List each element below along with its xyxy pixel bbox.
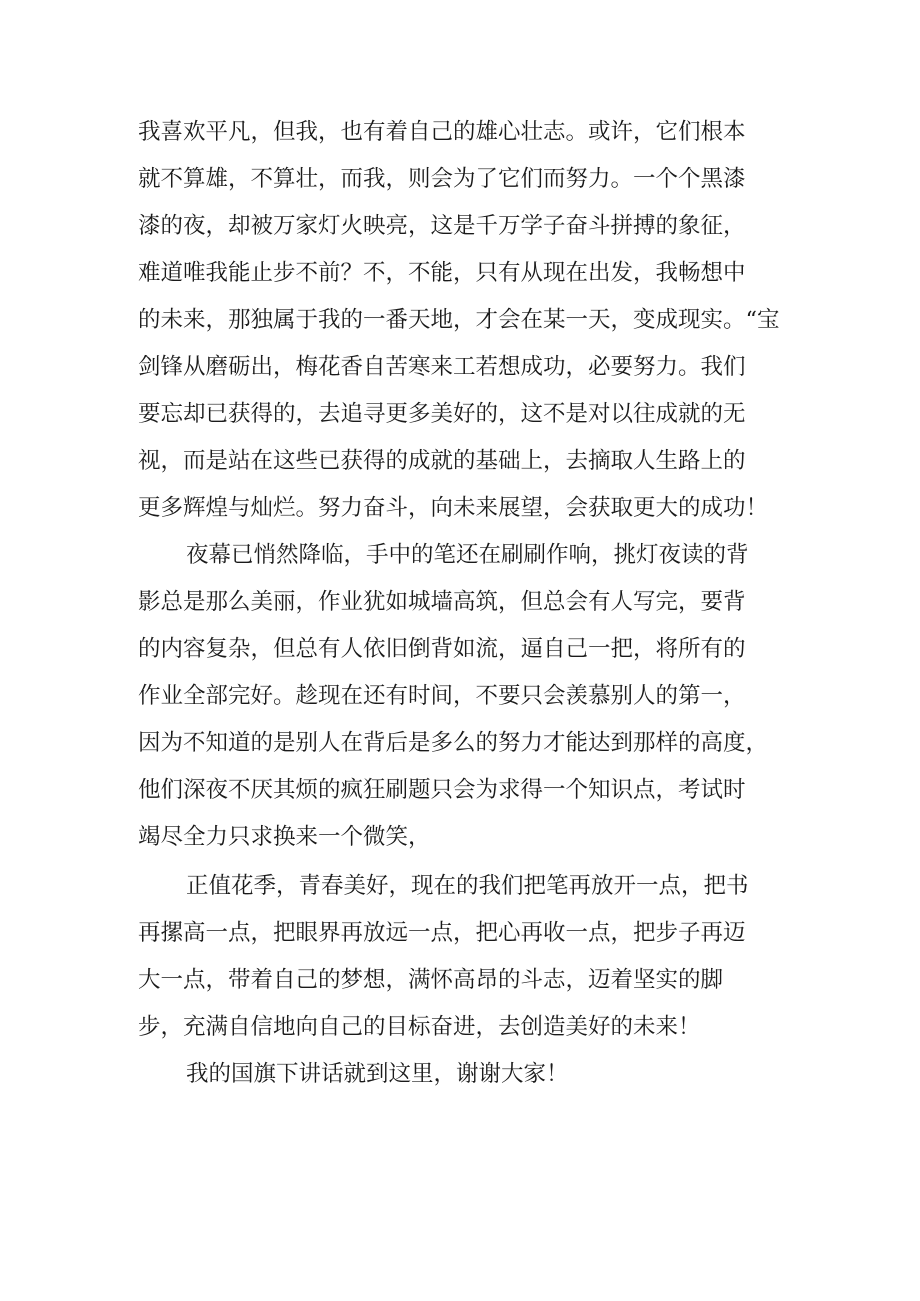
text-line: 漆的夜，却被万家灯火映亮，这是千万学子奋斗拼搏的象征， [138, 213, 746, 239]
text-line: 就不算雄，不算壮，而我，则会为了它们而努力。一个个黑漆 [138, 166, 746, 192]
text-line: 竭尽全力只求换来一个微笑， [138, 824, 431, 850]
text-line: 作业全部完好。趁现在还有时间，不要只会羡慕别人的第一， [138, 683, 746, 709]
closing-line: 我的国旗下讲话就到这里，谢谢大家！ [186, 1061, 569, 1087]
text-line: 要忘却已获得的，去追寻更多美好的，这不是对以往成就的无 [138, 401, 746, 427]
text-line: 更多辉煌与灿烂。努力奋斗，向未来展望，会获取更大的成功！ [138, 495, 769, 521]
text-line: 他们深夜不厌其烦的疯狂刷题只会为求得一个知识点，考试时 [138, 777, 746, 803]
text-line: 的内容复杂，但总有人依旧倒背如流，逼自己一把，将所有的 [138, 636, 746, 662]
text-line: 剑锋从磨砺出，梅花香自苦寒来工若想成功，必要努力。我们 [138, 354, 746, 380]
text-line: 步，充满自信地向自己的目标奋进，去创造美好的未来！ [138, 1014, 701, 1040]
text-line: 的未来，那独属于我的一番天地，才会在某一天，变成现实。“宝 [138, 307, 780, 333]
text-line: 我喜欢平凡，但我，也有着自己的雄心壮志。或许，它们根本 [138, 119, 746, 145]
text-line: 影总是那么美丽，作业犹如城墙高筑，但总会有人写完，要背 [138, 589, 746, 615]
text-line: 大一点，带着自己的梦想，满怀高昂的斗志，迈着坚实的脚 [138, 967, 724, 993]
text-line: 难道唯我能止步不前？不，不能，只有从现在出发，我畅想中 [138, 260, 746, 286]
paragraph-start-line: 正值花季，青春美好，现在的我们把笔再放开一点，把书 [186, 873, 749, 899]
text-line: 再摞高一点，把眼界再放远一点，把心再收一点，把步子再迈 [138, 920, 746, 946]
text-line: 因为不知道的是别人在背后是多么的努力才能达到那样的高度， [138, 730, 769, 756]
paragraph-start-line: 夜幕已悄然降临，手中的笔还在刷刷作响，挑灯夜读的背 [186, 542, 749, 568]
text-line: 视，而是站在这些已获得的成就的基础上，去摘取人生路上的 [138, 448, 746, 474]
